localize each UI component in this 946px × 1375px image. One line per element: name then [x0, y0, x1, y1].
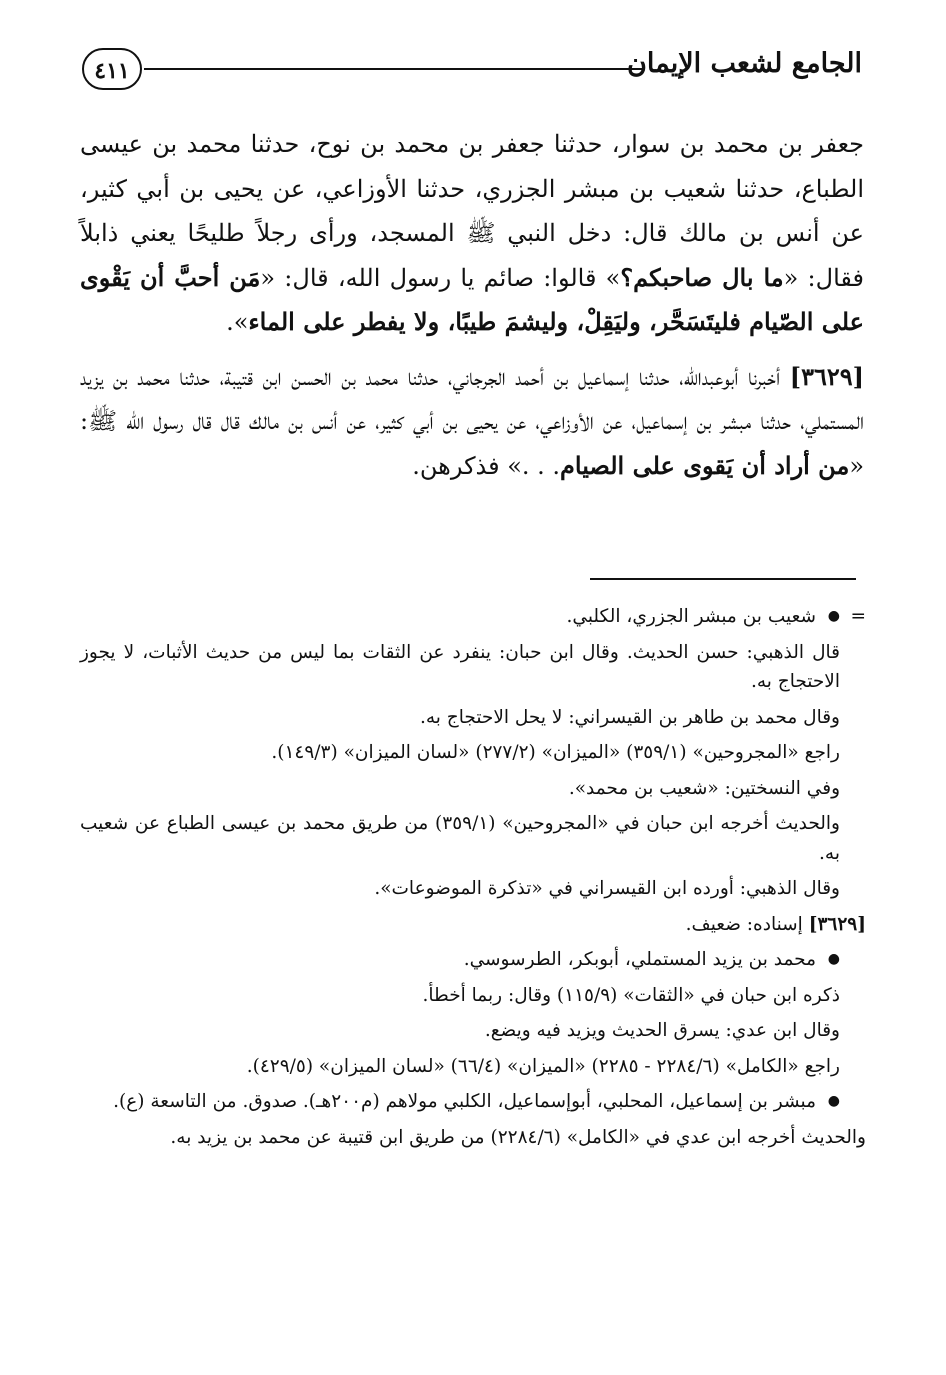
- para2-quote: من أراد أن يَقوى على الصيام: [560, 450, 850, 480]
- footnote-line: وقال ابن عدي: يسرق الحديث ويزيد فيه ويضع.: [484, 1020, 840, 1041]
- footnote-line: [80, 910, 866, 940]
- footnote-line: راجع «المجروحين» (٣٥٩/١) «الميزان» (٢٧٧/٢) «لسان الميزان» (١٤٩/٣).: [271, 742, 840, 763]
- continuation-mark: =: [850, 606, 866, 627]
- footnote-line: قال الذهبي: حسن الحديث. وقال ابن حبان: ينفرد عن الثقات بما ليس من حديث الأثبات، لا يجوز الاحتجاج به.: [80, 641, 840, 692]
- footnote-line: [80, 1087, 866, 1117]
- footnote-line: وفي النسختين: «شعيب بن محمد».: [568, 777, 840, 799]
- para1-quote-2: مَن أحبَّ أن يَقْوى على الصّيام فليتَسَحَّر، وليَقِلْ، وليشمَ طيبًا، ولا يفطر على الماء: [80, 262, 864, 336]
- page-number: ٤١١: [82, 48, 142, 90]
- para2-end: . . .» فذكرهن.: [412, 451, 561, 480]
- footnote-line: والحديث أخرجه ابن عدي في «الكامل» (٢٢٨٤/٦) من طريق ابن قتيبة عن محمد بن يزيد به.: [170, 1126, 866, 1148]
- footnote-line: [80, 602, 866, 632]
- hadith-number: [٣٦٢٩]: [789, 361, 864, 391]
- footnotes: [80, 602, 866, 1158]
- footnote-narrator: محمد بن يزيد المستملي، أبوبكر، الطرسوسي.: [463, 949, 816, 970]
- bullet-icon: ●: [827, 951, 840, 967]
- footnote-line: والحديث أخرجه ابن حبان في «المجروحين» (٣٥٩/١) من طريق محمد بن عيسى الطباع عن شعيب به.: [80, 813, 840, 864]
- bullet-icon: ●: [827, 608, 840, 624]
- footnote-hadith-number: [٣٦٢٩]: [808, 913, 866, 935]
- footnote-line: وقال محمد بن طاهر بن القيسراني: لا يحل الاحتجاج به.: [419, 706, 840, 728]
- footnote-line: وقال الذهبي: أورده ابن القيسراني في «تذكرة الموضوعات».: [374, 878, 840, 899]
- footnote-line: ذكره ابن حبان في «الثقات» (١١٥/٩) وقال: ربما أخطأ.: [422, 984, 840, 1006]
- para1-end: ».: [226, 308, 249, 336]
- footnote-line: [80, 945, 866, 975]
- running-title: الجامع لشعب الإيمان: [627, 48, 862, 79]
- isnad-grade: إسناده: ضعيف.: [685, 913, 809, 935]
- para1-text: جعفر بن محمد بن سوار، حدثنا جعفر بن محمد بن نوح، حدثنا محمد بن عيسى الطباع، حدثنا شعيب بن مبشر الجزري، حدثنا الأوزاعي، عن يحيى بن أبي كثير، عن أنس بن مالك قال: دخل النبي ﷺ المسجد، ورأى رجلاً طليحًا يعني ذابلاً فقال: «: [80, 130, 865, 292]
- para1-quote-1: ما بال صاحبكم؟: [620, 262, 784, 292]
- header-rule: [144, 68, 644, 70]
- footnote-line: راجع «الكامل» (٢٢٨٤/٦ - ٢٢٨٥) «الميزان» (٦٦/٤) «لسان الميزان» (٤٢٩/٥).: [246, 1055, 840, 1077]
- footnote-narrator: شعيب بن مبشر الجزري، الكلبي.: [566, 606, 816, 627]
- footnote-narrator: مبشر بن إسماعيل، المحلبي، أبوإسماعيل، الكلبي مولاهم (م٢٠٠هـ). صدوق. من التاسعة (ع).: [113, 1091, 816, 1112]
- bullet-icon: ●: [827, 1093, 840, 1109]
- para1-mid: » قالوا: صائم يا رسول الله، قال: «: [260, 263, 621, 292]
- hadith-paragraph-2: [80, 355, 864, 489]
- para2-text: أخبرنا أبوعبدالله، حدثنا إسماعيل بن أحمد الجرجاني، حدثنا محمد بن الحسن ابن قتيبة، حدثنا محمد بن يزيد المستملي، حدثنا مبشر بن إسماعيل، عن الأوزاعي، عن يحيى بن أبي كثير، عن أنس بن مالك قال قال رسول الله ﷺ: «: [80, 362, 864, 480]
- main-text: [80, 122, 864, 488]
- page-header: [82, 42, 862, 102]
- hadith-paragraph-1: [80, 122, 864, 345]
- footnote-divider: [590, 578, 856, 580]
